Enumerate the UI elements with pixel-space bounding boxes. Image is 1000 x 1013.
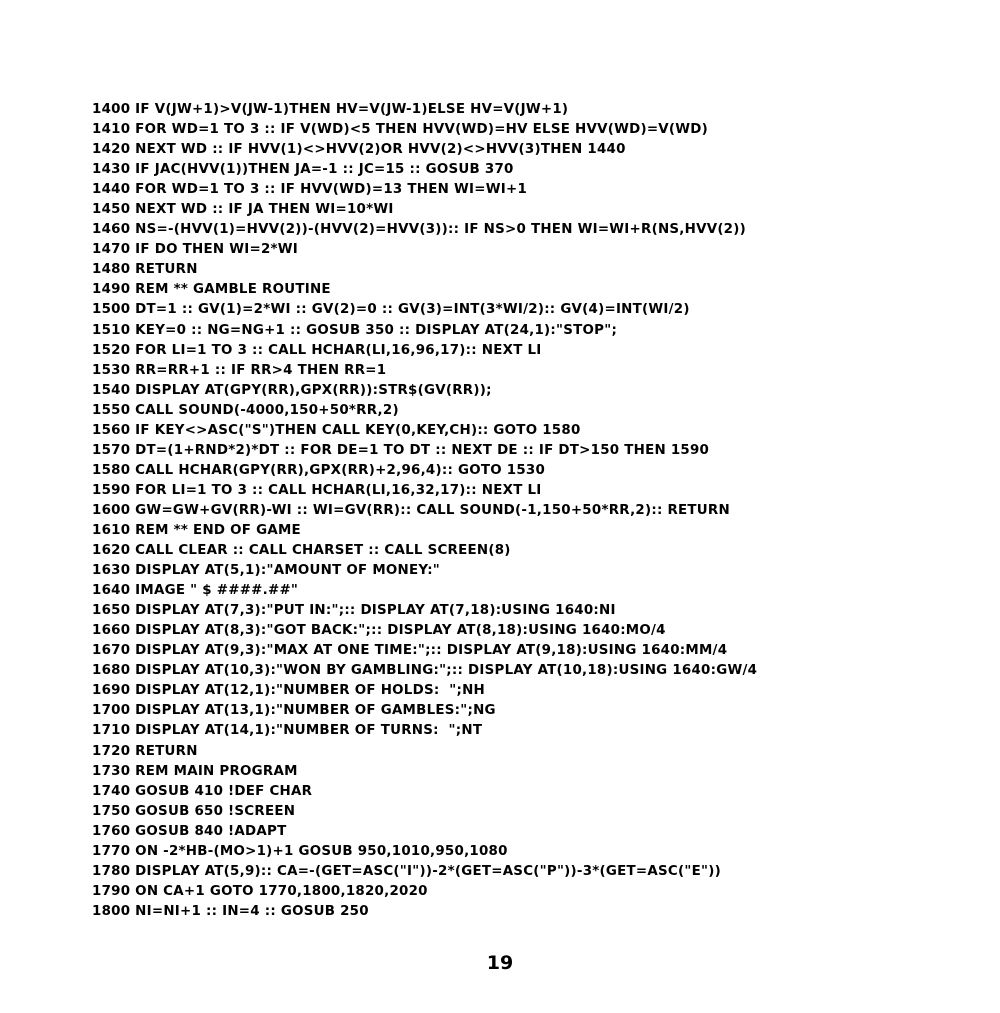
code-line-1680: 1680 DISPLAY AT(10,3):"WON BY GAMBLING:";:: DISPLAY AT(10,18):USING 1640:GW/4: [92, 663, 758, 679]
code-line-1490: 1490 REM ** GAMBLE ROUTINE: [92, 282, 331, 298]
code-line-1450: 1450 NEXT WD :: IF JA THEN WI=10*WI: [92, 202, 394, 218]
page-number: 19: [486, 952, 514, 974]
code-line-1770: 1770 ON -2*HB-(MO>1)+1 GOSUB 950,1010,950,1080: [92, 843, 508, 859]
code-line-1560: 1560 IF KEY<>ASC("S")THEN CALL KEY(0,KEY,CH):: GOTO 1580: [92, 422, 581, 438]
code-line-1550: 1550 CALL SOUND(-4000,150+50*RR,2): [92, 402, 399, 418]
code-line-1520: 1520 FOR LI=1 TO 3 :: CALL HCHAR(LI,16,96,17):: NEXT LI: [92, 342, 542, 358]
code-line-1780: 1780 DISPLAY AT(5,9):: CA=-(GET=ASC("I"))-2*(GET=ASC("P"))-3*(GET=ASC("E")): [92, 863, 721, 879]
code-line-1430: 1430 IF JAC(HVV(1))THEN JA=-1 :: JC=15 :: GOSUB 370: [92, 162, 514, 178]
code-line-1800: 1800 NI=NI+1 :: IN=4 :: GOSUB 250: [92, 903, 369, 919]
code-line-1620: 1620 CALL CLEAR :: CALL CHARSET :: CALL SCREEN(8): [92, 543, 511, 559]
code-line-1650: 1650 DISPLAY AT(7,3):"PUT IN:";:: DISPLAY AT(7,18):USING 1640:NI: [92, 603, 616, 619]
code-line-1660: 1660 DISPLAY AT(8,3):"GOT BACK:";:: DISPLAY AT(8,18):USING 1640:MO/4: [92, 623, 666, 639]
code-line-1480: 1480 RETURN: [92, 262, 198, 278]
code-line-1400: 1400 IF V(JW+1)>V(JW-1)THEN HV=V(JW-1)ELSE HV=V(JW+1): [92, 102, 569, 117]
code-line-1420: 1420 NEXT WD :: IF HVV(1)<>HVV(2)OR HVV(2)<>HVV(3)THEN 1440: [92, 142, 626, 158]
code-line-1730: 1730 REM MAIN PROGRAM: [92, 763, 298, 779]
code-line-1690: 1690 DISPLAY AT(12,1):"NUMBER OF HOLDS: ";NH: [92, 683, 486, 699]
code-line-1790: 1790 ON CA+1 GOTO 1770,1800,1820,2020: [92, 883, 428, 899]
code-line-1500: 1500 DT=1 :: GV(1)=2*WI :: GV(2)=0 :: GV(3)=INT(3*WI/2):: GV(4)=INT(WI/2): [92, 302, 690, 318]
code-line-1760: 1760 GOSUB 840 !ADAPT: [92, 823, 287, 839]
code-listing: [92, 100, 972, 922]
code-line-1580: 1580 CALL HCHAR(GPY(RR),GPX(RR)+2,96,4):: GOTO 1530: [92, 462, 546, 478]
code-line-1460: 1460 NS=-(HVV(1)=HVV(2))-(HVV(2)=HVV(3)):: IF NS>0 THEN WI=WI+R(NS,HVV(2)): [92, 222, 746, 238]
code-line-1740: 1740 GOSUB 410 !DEF CHAR: [92, 783, 313, 799]
code-line-1570: 1570 DT=(1+RND*2)*DT :: FOR DE=1 TO DT :: NEXT DE :: IF DT>150 THEN 1590: [92, 442, 710, 458]
code-line-1710: 1710 DISPLAY AT(14,1):"NUMBER OF TURNS: ";NT: [92, 723, 483, 739]
code-line-1410: 1410 FOR WD=1 TO 3 :: IF V(WD)<5 THEN HVV(WD)=HV ELSE HVV(WD)=V(WD): [92, 122, 709, 138]
code-line-1590: 1590 FOR LI=1 TO 3 :: CALL HCHAR(LI,16,32,17):: NEXT LI: [92, 482, 542, 498]
code-line-1470: 1470 IF DO THEN WI=2*WI: [92, 242, 299, 258]
code-line-1530: 1530 RR=RR+1 :: IF RR>4 THEN RR=1: [92, 362, 387, 378]
code-line-1630: 1630 DISPLAY AT(5,1):"AMOUNT OF MONEY:": [92, 563, 441, 579]
code-line-1600: 1600 GW=GW+GV(RR)-WI :: WI=GV(RR):: CALL SOUND(-1,150+50*RR,2):: RETURN: [92, 502, 730, 518]
code-line-1750: 1750 GOSUB 650 !SCREEN: [92, 803, 296, 819]
code-line-1640: 1640 IMAGE " $ ####.##": [92, 583, 299, 599]
code-line-1700: 1700 DISPLAY AT(13,1):"NUMBER OF GAMBLES:";NG: [92, 703, 496, 719]
code-line-1610: 1610 REM ** END OF GAME: [92, 522, 301, 538]
code-line-1720: 1720 RETURN: [92, 743, 198, 759]
code-line-1510: 1510 KEY=0 :: NG=NG+1 :: GOSUB 350 :: DISPLAY AT(24,1):"STOP";: [92, 322, 618, 338]
code-line-1540: 1540 DISPLAY AT(GPY(RR),GPX(RR)):STR$(GV(RR));: [92, 382, 492, 398]
code-line-1440: 1440 FOR WD=1 TO 3 :: IF HVV(WD)=13 THEN WI=WI+1: [92, 182, 528, 198]
code-line-1670: 1670 DISPLAY AT(9,3):"MAX AT ONE TIME:";:: DISPLAY AT(9,18):USING 1640:MM/4: [92, 643, 728, 659]
